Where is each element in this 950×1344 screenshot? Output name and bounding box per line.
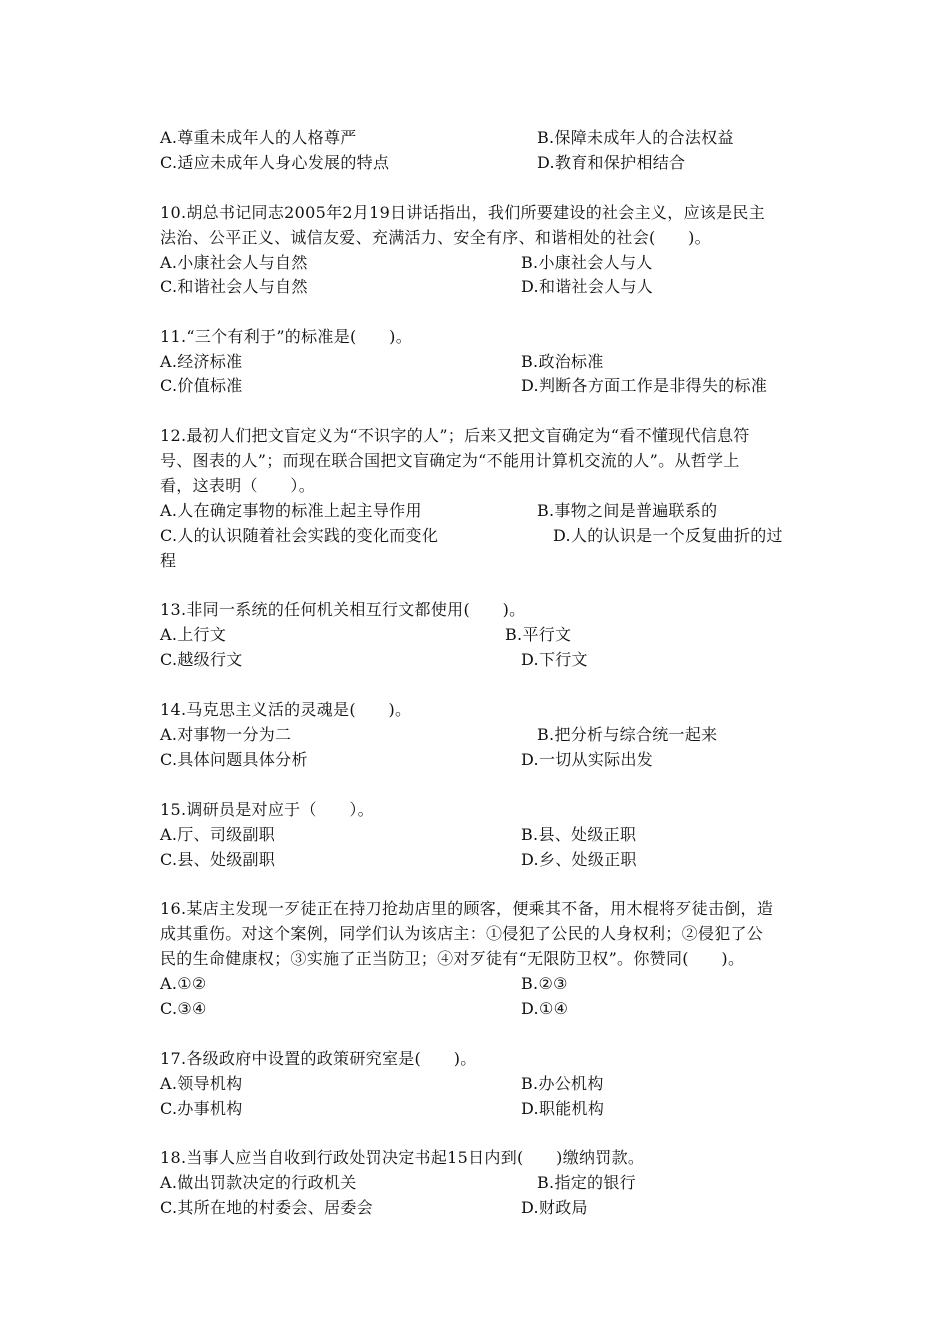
q9-option-c: C.适应未成年人身心发展的特点	[160, 153, 390, 172]
q13-option-c: C.越级行文	[160, 650, 243, 669]
q16-option-b: B.②③	[521, 974, 568, 993]
q12-stem-line-1: 12.最初人们把文盲定义为“不识字的人”；后来又把文盲确定为“看不懂现代信息符	[160, 426, 750, 445]
q10-option-d: D.和谐社会人与人	[521, 277, 654, 296]
q18-option-a: A.做出罚款决定的行政机关	[160, 1173, 357, 1192]
q14-option-a: A.对事物一分为二	[160, 725, 292, 744]
q9-option-d: D.教育和保护相结合	[537, 153, 686, 172]
q11-option-a: A.经济标准	[160, 352, 243, 371]
q11-option-b: B.政治标准	[521, 352, 604, 371]
q15-option-b: B.县、处级正职	[521, 825, 637, 844]
q14-option-c: C.具体问题具体分析	[160, 750, 308, 769]
q12-stem-line-2: 号、图表的人”；而现在联合国把文盲确定为“不能用计算机交流的人”。从哲学上	[160, 451, 740, 470]
q16-stem-line-1: 16.某店主发现一歹徒正在持刀抢劫店里的顾客，便乘其不备，用木棍将歹徒击倒，造	[160, 899, 774, 918]
q17-option-b: B.办公机构	[521, 1074, 604, 1093]
q17-stem: 17.各级政府中设置的政策研究室是( )。	[160, 1049, 477, 1068]
q12-option-d-continuation: 程	[160, 551, 177, 570]
q12-option-a: A.人在确定事物的标准上起主导作用	[160, 501, 422, 520]
q9-option-a: A.尊重未成年人的人格尊严	[160, 128, 357, 147]
q13-option-b: B.平行文	[505, 625, 572, 644]
q10-option-c: C.和谐社会人与自然	[160, 277, 308, 296]
q17-option-a: A.领导机构	[160, 1074, 243, 1093]
q12-stem-line-3: 看，这表明（ ）。	[160, 476, 316, 495]
q11-option-c: C.价值标准	[160, 376, 243, 395]
q15-option-d: D.乡、处级正职	[521, 850, 637, 869]
q15-option-c: C.县、处级副职	[160, 850, 276, 869]
q18-option-d: D.财政局	[521, 1198, 588, 1217]
q10-stem-line-2: 法治、公平正义、诚信友爱、充满活力、安全有序、和谐相处的社会( )。	[160, 228, 711, 247]
q16-option-c: C.③④	[160, 999, 207, 1018]
q12-option-c: C.人的认识随着社会实践的变化而变化	[160, 526, 439, 545]
q12-option-b: B.事物之间是普遍联系的	[537, 501, 718, 520]
q13-option-a: A.上行文	[160, 625, 227, 644]
q13-option-d: D.下行文	[521, 650, 588, 669]
q16-option-d: D.①④	[521, 999, 569, 1018]
q9-option-b: B.保障未成年人的合法权益	[537, 128, 734, 147]
q16-option-a: A.①②	[160, 974, 207, 993]
q14-option-b: B.把分析与综合统一起来	[537, 725, 718, 744]
q16-stem-line-3: 民的生命健康权；③实施了正当防卫；④对歹徒有“无限防卫权”。你赞同( )。	[160, 949, 745, 968]
q10-option-b: B.小康社会人与人	[521, 253, 653, 272]
q10-stem-line-1: 10.胡总书记同志2005年2月19日讲话指出，我们所要建设的社会主义，应该是民主	[160, 203, 766, 222]
q12-option-d: D.人的认识是一个反复曲折的过	[553, 526, 783, 545]
q18-option-b: B.指定的银行	[537, 1173, 636, 1192]
q11-option-d: D.判断各方面工作是非得失的标准	[521, 376, 768, 395]
q15-stem: 15.调研员是对应于（ ）。	[160, 800, 374, 819]
q18-stem: 18.当事人应当自收到行政处罚决定书起15日内到( )缴纳罚款。	[160, 1148, 645, 1167]
q17-option-d: D.职能机构	[521, 1099, 605, 1118]
q17-option-c: C.办事机构	[160, 1099, 243, 1118]
q13-stem: 13.非同一系统的任何机关相互行文都使用( )。	[160, 600, 526, 619]
q18-option-c: C.其所在地的村委会、居委会	[160, 1198, 373, 1217]
q16-stem-line-2: 成其重伤。对这个案例，同学们认为该店主：①侵犯了公民的人身权利；②侵犯了公	[160, 924, 764, 943]
q10-option-a: A.小康社会人与自然	[160, 253, 308, 272]
q15-option-a: A.厅、司级副职	[160, 825, 276, 844]
q14-stem: 14.马克思主义活的灵魂是( )。	[160, 700, 412, 719]
q11-stem: 11.“三个有利于”的标准是( )。	[160, 327, 412, 346]
q14-option-d: D.一切从实际出发	[521, 750, 654, 769]
